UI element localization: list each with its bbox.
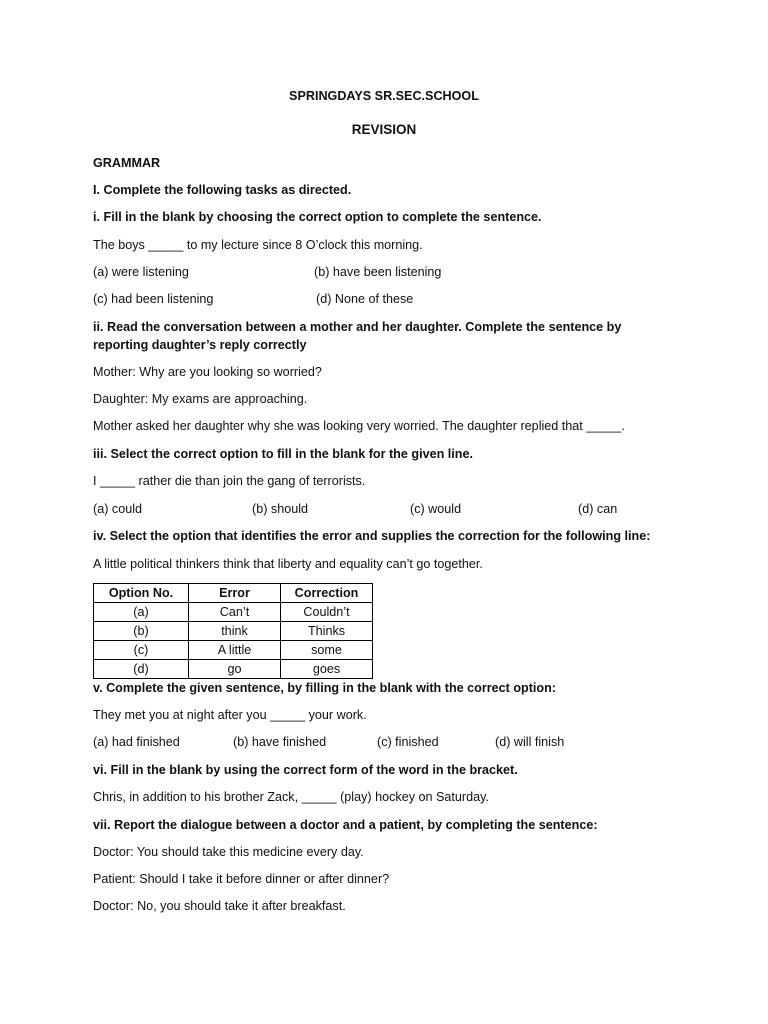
q4-sentence: A little political thinkers think that liberty and equality can’t go together. <box>93 557 483 571</box>
q1-option-b: (b) have been listening <box>314 265 442 279</box>
table-header-cell: Correction <box>281 584 373 603</box>
table-row <box>94 603 373 622</box>
q7-heading: vii. Report the dialogue between a doctor and a patient, by completing the sentence: <box>93 818 598 832</box>
table-header-cell: Option No. <box>94 584 189 603</box>
table-header-row <box>94 584 373 603</box>
table-cell: A little <box>189 641 281 660</box>
school-name: SPRINGDAYS SR.SEC.SCHOOL <box>289 89 479 103</box>
table-cell: some <box>281 641 373 660</box>
error-correction-table <box>93 583 373 679</box>
q2-mother-line: Mother: Why are you looking so worried? <box>93 365 322 379</box>
table-cell: (a) <box>94 603 189 622</box>
table-cell: go <box>189 660 281 679</box>
table-header-cell: Error <box>189 584 281 603</box>
table-cell: (d) <box>94 660 189 679</box>
q2-daughter-line: Daughter: My exams are approaching. <box>93 392 308 406</box>
q3-option-d: (d) can <box>578 502 618 516</box>
q3-option-c: (c) would <box>410 502 462 516</box>
q5-heading: v. Complete the given sentence, by filling in the blank with the correct option: <box>93 681 556 695</box>
main-instruction: I. Complete the following tasks as directed. <box>93 183 352 197</box>
q1-sentence: The boys _____ to my lecture since 8 O’clock this morning. <box>93 238 423 252</box>
q3-sentence: I _____ rather die than join the gang of terrorists. <box>93 474 366 488</box>
table-cell: think <box>189 622 281 641</box>
q4-heading: iv. Select the option that identifies the error and supplies the correction for the following line: <box>93 529 651 543</box>
table-row <box>94 660 373 679</box>
table-cell: (c) <box>94 641 189 660</box>
q5-option-d: (d) will finish <box>495 735 565 749</box>
q2-heading-line1: ii. Read the conversation between a mother and her daughter. Complete the sentence by <box>93 320 622 334</box>
q7-doctor-line1: Doctor: You should take this medicine every day. <box>93 845 364 859</box>
table-row <box>94 622 373 641</box>
q5-option-a: (a) had finished <box>93 735 180 749</box>
q2-reported-sentence: Mother asked her daughter why she was looking very worried. The daughter replied that _____. <box>93 419 625 433</box>
revision-title: REVISION <box>351 122 417 137</box>
q1-option-c: (c) had been listening <box>93 292 214 306</box>
q6-heading: vi. Fill in the blank by using the correct form of the word in the bracket. <box>93 763 518 777</box>
table-cell: (b) <box>94 622 189 641</box>
table-cell: Can’t <box>189 603 281 622</box>
table-row <box>94 641 373 660</box>
q7-patient-line: Patient: Should I take it before dinner or after dinner? <box>93 872 390 886</box>
q6-sentence: Chris, in addition to his brother Zack, _____ (play) hockey on Saturday. <box>93 790 489 804</box>
section-heading: GRAMMAR <box>93 156 161 170</box>
q3-option-a: (a) could <box>93 502 142 516</box>
q1-option-d: (d) None of these <box>316 292 414 306</box>
table-cell: goes <box>281 660 373 679</box>
q5-option-c: (c) finished <box>377 735 439 749</box>
q3-option-b: (b) should <box>252 502 309 516</box>
q1-heading: i. Fill in the blank by choosing the correct option to complete the sentence. <box>93 210 542 224</box>
q5-option-b: (b) have finished <box>233 735 327 749</box>
q5-sentence: They met you at night after you _____ your work. <box>93 708 367 722</box>
q1-option-a: (a) were listening <box>93 265 189 279</box>
table-cell: Thinks <box>281 622 373 641</box>
q3-heading: iii. Select the correct option to fill in the blank for the given line. <box>93 447 473 461</box>
table-cell: Couldn’t <box>281 603 373 622</box>
q2-heading-line2: reporting daughter’s reply correctly <box>93 338 307 352</box>
q7-doctor-line2: Doctor: No, you should take it after breakfast. <box>93 899 346 913</box>
